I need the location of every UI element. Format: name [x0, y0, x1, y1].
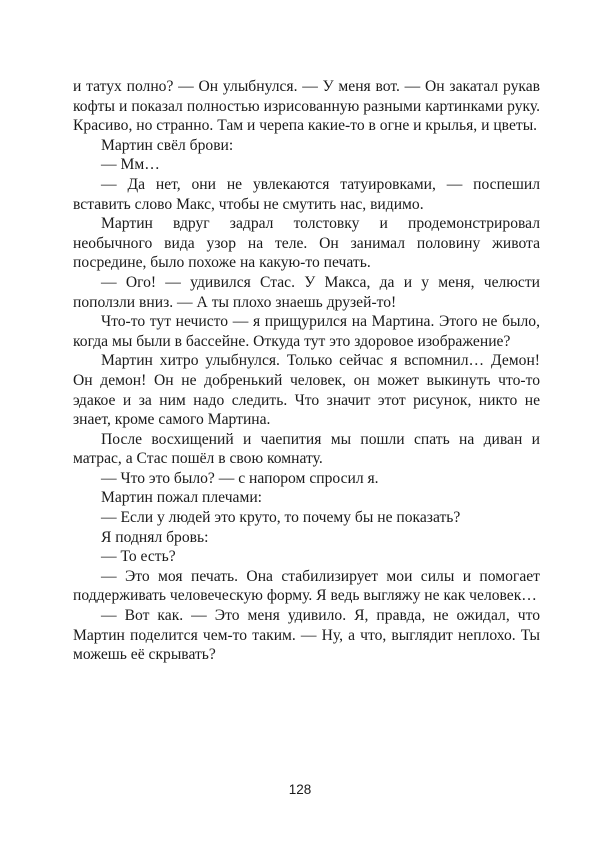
paragraph: — Что это было? — с напором спросил я.	[101, 469, 379, 487]
paragraph: и татух полно? — Он улыбнулся. — У меня вот. — Он закатал рукав кофты и показал полностью изрисованную разными картинками руку. Красиво, но странно. Там и черепа какие-то в огне и крылья, и цветы.	[73, 78, 540, 135]
paragraph: — Вот как. — Это меня удивило. Я, правда, не ожидал, что Мартин поделится чем-то таким. — Ну, а что, выглядит неплохо. Ты можешь её скрывать?	[73, 607, 540, 664]
paragraph: Мартин свёл брови:	[101, 136, 234, 154]
paragraph: — Если у людей это круто, то почему бы не показать?	[101, 509, 461, 527]
paragraph: После восхищений и чаепития мы пошли спать на диван и матрас, а Стас пошёл в свою комнату.	[73, 430, 540, 468]
paragraph: — Да нет, они не увлекаются татуировками, — поспешил вставить слово Макс, чтобы не смутить нас, видимо.	[73, 175, 540, 213]
paragraph: — Это моя печать. Она стабилизирует мои силы и помогает поддерживать человеческую форму. Я ведь выгляжу не как человек…	[73, 567, 540, 605]
paragraph: — Мм…	[101, 156, 160, 174]
paragraph: Мартин пожал плечами:	[101, 489, 263, 507]
paragraph: Мартин хитро улыбнулся. Только сейчас я вспомнил… Демон! Он демон! Он не добренький человек, он может выкинуть что-то эдакое и за ним надо следить. Что значит этот рисунок, никто не знает, кроме самого Мартина.	[73, 352, 540, 429]
body-text	[73, 77, 540, 665]
paragraph: Я поднял бровь:	[101, 528, 209, 546]
paragraph: Что-то тут нечисто — я прищурился на Мартина. Этого не было, когда мы были в бассейне. Откуда тут это здоровое изображение?	[73, 313, 540, 350]
page-number: 128	[288, 782, 312, 797]
paragraph: — Ого! — удивился Стас. У Макса, да и у меня, челюсти поползли вниз. — А ты плохо знаешь друзей-то!	[73, 273, 540, 311]
paragraph: — То есть?	[101, 548, 176, 566]
paragraph: Мартин вдруг задрал толстовку и продемонстрировал необычного вида узор на теле. Он занимал половину живота посредине, было похоже на какую-то печать.	[73, 215, 540, 272]
